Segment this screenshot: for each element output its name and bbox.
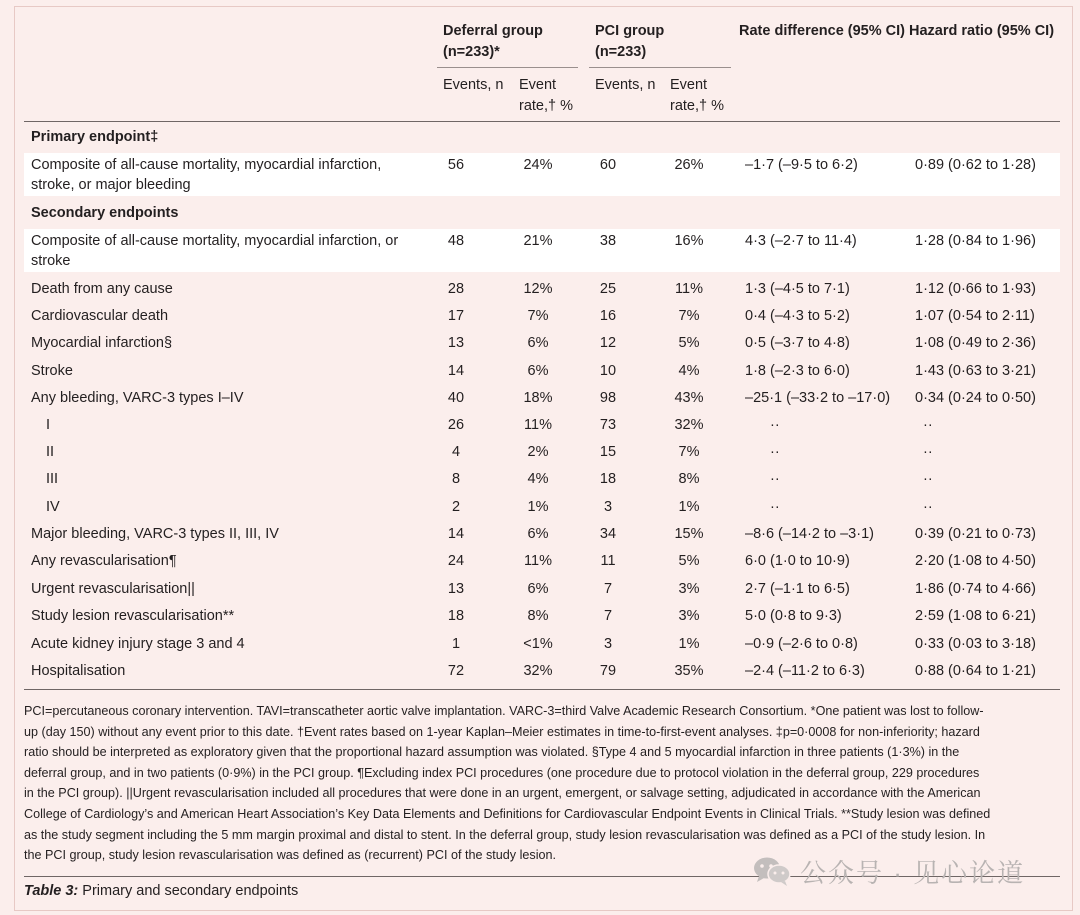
footnote-line: College of Cardiology’s and American Heart Association’s Key Data Elements and Definitions for Cardiovascular Endpoint Events in Clinical Trials. **Study lesion was defined <box>24 806 991 821</box>
cell-rate-difference: 5·0 (0·8 to 9·3) <box>745 608 842 624</box>
watermark <box>752 851 1025 891</box>
cell-def-rate: 11% <box>524 553 552 569</box>
cell-pci-rate: 1% <box>678 499 700 515</box>
row-label-line: Major bleeding, VARC-3 types II, III, IV <box>31 526 279 542</box>
cell-rate-difference: ·· <box>770 499 780 515</box>
cell-pci-n: 18 <box>599 471 617 487</box>
cell-pci-rate: 8% <box>678 471 700 487</box>
cell-pci-rate: 15% <box>674 526 704 542</box>
row-label <box>31 155 381 195</box>
cell-def-n: 4 <box>451 444 461 460</box>
header-pci-group-title: PCI group <box>595 23 665 39</box>
cell-rate-difference: 2·7 (–1·1 to 6·5) <box>745 581 850 597</box>
cell-hazard-ratio: 2·59 (1·08 to 6·21) <box>915 608 1036 624</box>
cell-rate-difference: –25·1 (–33·2 to –17·0) <box>745 390 891 406</box>
row-label-line: stroke <box>31 253 71 269</box>
row-label <box>46 469 58 489</box>
cell-hazard-ratio: 0·88 (0·64 to 1·21) <box>915 663 1036 679</box>
cell-pci-n: 38 <box>599 233 617 249</box>
row-label-line: Acute kidney injury stage 3 and 4 <box>31 636 245 652</box>
row-label <box>31 551 177 571</box>
row-label <box>31 661 125 681</box>
cell-pci-rate: 16% <box>674 233 704 249</box>
table-row <box>24 551 1060 573</box>
header-pci-event-rate-line1: Event <box>670 77 708 93</box>
cell-pci-rate: 1% <box>678 636 700 652</box>
row-label-line: Death from any cause <box>31 281 173 297</box>
cell-pci-n: 98 <box>599 390 617 406</box>
cell-def-rate: 24% <box>523 157 553 173</box>
footnote-line: the PCI group, study lesion revascularisation was defined as (recurrent) PCI of the study lesion. <box>24 848 556 863</box>
cell-rate-difference: ·· <box>770 417 780 433</box>
cell-def-rate: 7% <box>527 308 549 324</box>
cell-pci-n: 3 <box>603 636 613 652</box>
section-title: Primary endpoint‡ <box>31 129 159 145</box>
cell-pci-rate: 7% <box>678 444 700 460</box>
cell-pci-n: 16 <box>599 308 617 324</box>
row-label-line: Composite of all-cause mortality, myocardial infarction, <box>31 157 382 173</box>
cell-rate-difference: 6·0 (1·0 to 10·9) <box>745 553 850 569</box>
row-label-line: IV <box>46 499 60 515</box>
cell-def-rate: 12% <box>523 281 553 297</box>
cell-def-rate: <1% <box>523 636 553 652</box>
header-rule-deferral <box>437 67 578 68</box>
row-label-line: Study lesion revascularisation** <box>31 608 235 624</box>
cell-pci-rate: 11% <box>675 281 703 297</box>
table-row <box>24 606 1060 628</box>
cell-def-n: 56 <box>447 157 465 173</box>
row-label <box>31 231 398 271</box>
cell-pci-rate: 5% <box>678 335 700 351</box>
cell-def-rate: 2% <box>527 444 549 460</box>
row-label-line: Any revascularisation¶ <box>31 553 177 569</box>
cell-def-n: 8 <box>451 471 461 487</box>
cell-pci-rate: 26% <box>674 157 704 173</box>
cell-def-n: 14 <box>447 363 465 379</box>
header-pci-group-n: (n=233) <box>595 44 647 60</box>
header-deferral-group-title: Deferral group <box>443 23 543 39</box>
cell-hazard-ratio: ·· <box>923 499 933 515</box>
cell-def-n: 40 <box>447 390 465 406</box>
cell-pci-rate: 7% <box>678 308 700 324</box>
cell-def-n: 26 <box>447 417 465 433</box>
table-row <box>24 279 1060 301</box>
cell-def-n: 1 <box>451 636 461 652</box>
footnote-line: in the PCI group). ||Urgent revascularisation included all procedures that were done in an urgent, emergent, or salvage setting, adjudicated in accordance with the American <box>24 786 981 801</box>
footnote-line: up (day 150) without any event prior to this date. †Event rates based on 1-year Kaplan–Meier estimates in time-to-first-event analyses. ‡p=0·0008 for non-inferiority; hazard <box>24 724 980 739</box>
row-label-line: I <box>46 417 51 433</box>
row-label <box>46 415 50 435</box>
table-row <box>24 415 1060 437</box>
row-label-line: II <box>46 444 55 460</box>
cell-def-rate: 32% <box>523 663 553 679</box>
footnote-line: deferral group, and in two patients (0·9%) in the PCI group. ¶Excluding index PCI procedures (one procedure due to protocol violation in the deferral group, 229 procedures <box>24 765 980 780</box>
cell-def-n: 18 <box>447 608 465 624</box>
row-label <box>31 279 173 299</box>
cell-def-rate: 18% <box>523 390 553 406</box>
cell-pci-rate: 3% <box>678 608 700 624</box>
cell-rate-difference: –1·7 (–9·5 to 6·2) <box>745 157 858 173</box>
cell-def-n: 72 <box>447 663 465 679</box>
cell-pci-n: 25 <box>599 281 617 297</box>
header-pci-events: Events, n <box>595 77 656 93</box>
table-bottom-rule <box>24 689 1060 690</box>
cell-hazard-ratio: ·· <box>923 417 933 433</box>
footnote-line: PCI=percutaneous coronary intervention. TAVI=transcatheter aortic valve implantation. VARC-3=third Valve Academic Research Consortium. *One patient was lost to follow- <box>24 704 984 718</box>
cell-hazard-ratio: 0·89 (0·62 to 1·28) <box>915 157 1036 173</box>
cell-hazard-ratio: 1·28 (0·84 to 1·96) <box>915 233 1036 249</box>
cell-rate-difference: ·· <box>770 471 780 487</box>
header-bottom-rule <box>24 121 1060 122</box>
cell-def-rate: 1% <box>527 499 549 515</box>
row-label <box>31 388 244 408</box>
cell-def-n: 17 <box>447 308 465 324</box>
row-label <box>31 306 168 326</box>
cell-rate-difference: –0·9 (–2·6 to 0·8) <box>745 636 858 652</box>
footnote-line: as the study segment including the 5 mm margin proximal and distal to stent. In the deferral group, study lesion revascularisation was defined as a PCI of the study lesion. In <box>24 827 986 842</box>
row-label-line: stroke, or major bleeding <box>31 177 191 193</box>
cell-def-n: 24 <box>447 553 465 569</box>
footnote <box>24 701 1048 866</box>
cell-pci-n: 3 <box>603 499 613 515</box>
cell-hazard-ratio: 1·07 (0·54 to 2·11) <box>915 308 1035 324</box>
row-label <box>31 579 195 599</box>
cell-def-rate: 6% <box>527 335 549 351</box>
cell-pci-n: 11 <box>600 553 616 569</box>
cell-def-rate: 11% <box>524 417 552 433</box>
cell-def-rate: 21% <box>523 233 553 249</box>
header-def-event-rate-line1: Event <box>519 77 557 93</box>
table-row <box>24 497 1060 519</box>
row-label-line: Cardiovascular death <box>31 308 169 324</box>
row-label <box>31 634 245 654</box>
header-deferral-group-n: (n=233)* <box>443 44 500 60</box>
cell-hazard-ratio: 0·39 (0·21 to 0·73) <box>915 526 1036 542</box>
cell-hazard-ratio: 1·86 (0·74 to 4·66) <box>915 581 1036 597</box>
row-label-line: Composite of all-cause mortality, myocardial infarction, or <box>31 233 399 249</box>
cell-pci-n: 79 <box>599 663 617 679</box>
row-label <box>31 606 234 626</box>
cell-pci-n: 7 <box>603 581 613 597</box>
cell-hazard-ratio: 0·33 (0·03 to 3·18) <box>915 636 1036 652</box>
table-row <box>24 661 1060 683</box>
cell-rate-difference: –8·6 (–14·2 to –3·1) <box>745 526 874 542</box>
cell-rate-difference: 0·5 (–3·7 to 4·8) <box>745 335 850 351</box>
row-label-line: Myocardial infarction§ <box>31 335 173 351</box>
cell-def-n: 13 <box>447 581 465 597</box>
row-label-line: Any bleeding, VARC-3 types I–IV <box>31 390 244 406</box>
row-label <box>46 497 60 517</box>
cell-def-rate: 6% <box>527 363 549 379</box>
section-title: Secondary endpoints <box>31 205 179 221</box>
cell-pci-n: 34 <box>599 526 617 542</box>
cell-def-n: 14 <box>447 526 465 542</box>
cell-rate-difference: 4·3 (–2·7 to 11·4) <box>745 233 857 249</box>
row-label <box>31 333 172 353</box>
table-row <box>24 469 1060 491</box>
cell-pci-n: 7 <box>603 608 613 624</box>
cell-hazard-ratio: ·· <box>923 471 933 487</box>
row-label-line: III <box>46 471 59 487</box>
caption-title: Primary and secondary endpoints <box>78 883 299 899</box>
cell-def-rate: 8% <box>527 608 549 624</box>
cell-rate-difference: 1·8 (–2·3 to 6·0) <box>745 363 850 379</box>
header-rule-pci <box>589 67 731 68</box>
row-label <box>46 442 54 462</box>
table-caption <box>24 883 298 899</box>
cell-hazard-ratio: 2·20 (1·08 to 4·50) <box>915 553 1036 569</box>
cell-pci-rate: 43% <box>674 390 704 406</box>
row-label <box>31 524 279 544</box>
header-rate-difference: Rate difference (95% CI) <box>739 23 905 39</box>
cell-rate-difference: ·· <box>770 444 780 460</box>
cell-pci-rate: 5% <box>678 553 700 569</box>
cell-def-rate: 4% <box>527 471 549 487</box>
header-def-events: Events, n <box>443 77 504 93</box>
table-row <box>24 153 1060 196</box>
cell-hazard-ratio: ·· <box>923 444 933 460</box>
table-row <box>24 306 1060 328</box>
row-label-line: Urgent revascularisation|| <box>31 581 195 597</box>
header-pci-event-rate <box>670 75 724 117</box>
table-row <box>24 634 1060 656</box>
header-hazard-ratio: Hazard ratio (95% CI) <box>909 23 1055 39</box>
caption-label: Table 3: <box>24 883 79 899</box>
cell-pci-n: 60 <box>599 157 617 173</box>
cell-pci-rate: 3% <box>678 581 700 597</box>
cell-hazard-ratio: 1·43 (0·63 to 3·21) <box>915 363 1036 379</box>
watermark-text: 公众号 · 见心论道 <box>800 857 1026 888</box>
cell-rate-difference: 0·4 (–4·3 to 5·2) <box>745 308 850 324</box>
cell-def-n: 13 <box>447 335 465 351</box>
row-label-line: Hospitalisation <box>31 663 126 679</box>
cell-pci-rate: 32% <box>674 417 704 433</box>
cell-pci-n: 15 <box>599 444 617 460</box>
footnote-line: ratio should be interpreted as exploratory given that the proportional hazard assumption was violated. §Type 4 and 5 myocardial infarction in three patients (1·3%) in the <box>24 745 960 760</box>
table-row <box>24 524 1060 546</box>
wechat-icon <box>752 855 792 887</box>
table-row <box>24 361 1060 383</box>
cell-hazard-ratio: 1·12 (0·66 to 1·93) <box>915 281 1036 297</box>
cell-def-rate: 6% <box>527 526 549 542</box>
cell-pci-n: 73 <box>599 417 617 433</box>
table-row <box>24 442 1060 464</box>
table-row <box>24 229 1060 272</box>
cell-hazard-ratio: 1·08 (0·49 to 2·36) <box>915 335 1036 351</box>
cell-rate-difference: –2·4 (–11·2 to 6·3) <box>745 663 865 679</box>
cell-hazard-ratio: 0·34 (0·24 to 0·50) <box>915 390 1036 406</box>
table-row <box>24 333 1060 355</box>
table-row <box>24 579 1060 601</box>
header-deferral-group <box>443 21 543 63</box>
cell-def-rate: 6% <box>527 581 549 597</box>
row-label <box>31 361 73 381</box>
cell-def-n: 48 <box>447 233 465 249</box>
cell-def-n: 28 <box>447 281 465 297</box>
cell-def-n: 2 <box>451 499 461 515</box>
header-pci-event-rate-line2: rate,† % <box>670 98 724 114</box>
cell-rate-difference: 1·3 (–4·5 to 7·1) <box>745 281 850 297</box>
header-pci-group <box>595 21 664 63</box>
cell-pci-n: 12 <box>599 335 617 351</box>
table-row <box>24 388 1060 410</box>
cell-pci-rate: 4% <box>678 363 700 379</box>
header-def-event-rate <box>519 75 573 117</box>
header-def-event-rate-line2: rate,† % <box>519 98 573 114</box>
cell-pci-n: 10 <box>599 363 617 379</box>
row-label-line: Stroke <box>31 363 73 379</box>
cell-pci-rate: 35% <box>674 663 704 679</box>
